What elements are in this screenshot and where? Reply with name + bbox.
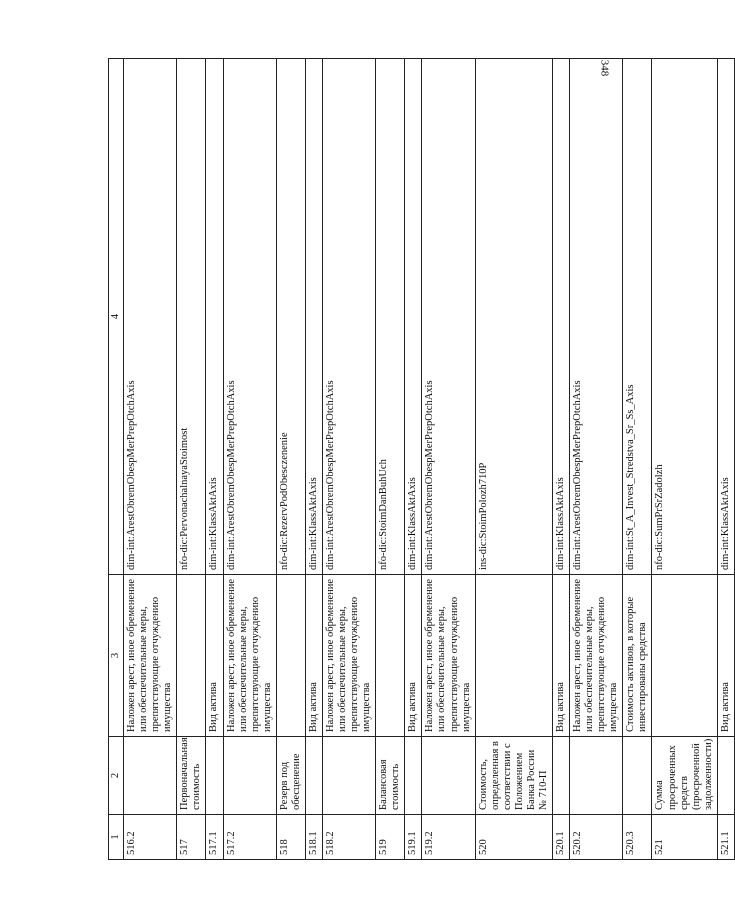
table-cell-c3 [652, 575, 717, 737]
table-cell-c3: Наложен арест, иное обременение или обеспечительные меры, препятствующие отчуждению имущества [570, 575, 623, 737]
table-row [124, 59, 177, 860]
table-cell-c1: 516.2 [124, 815, 177, 860]
table-row [475, 59, 552, 860]
data-table [108, 58, 735, 860]
table-cell-c2 [405, 737, 422, 815]
table-cell-c4: dim-int:KlassAktAxis [305, 59, 322, 575]
table-row [570, 59, 623, 860]
table-cell-c4: dim-int:ArestObremObespMerPrepOtchAxis [322, 59, 375, 575]
table-cell-c1: 517.1 [206, 815, 223, 860]
rotated-table-container [108, 58, 731, 860]
table-cell-c4: dim-int:ArestObremObespMerPrepOtchAxis [124, 59, 177, 575]
table-cell-c4: dim-int:ArestObremObespMerPrepOtchAxis [422, 59, 475, 575]
table-cell-c2 [223, 737, 276, 815]
table-row [322, 59, 375, 860]
table-cell-c2 [124, 737, 177, 815]
table-cell-c3: Наложен арест, иное обременение или обеспечительные меры, препятствующие отчуждению имущества [124, 575, 177, 737]
table-cell-c1: 521.1 [717, 815, 734, 860]
table-cell-c4: dim-int:ArestObremObespMerPrepOtchAxis [570, 59, 623, 575]
header-cell: 3 [109, 575, 124, 737]
table-cell-c2 [322, 737, 375, 815]
table-cell-c3 [376, 575, 405, 737]
table-cell-c4: dim-int:KlassAktAxis [405, 59, 422, 575]
table-cell-c4: dim-int:KlassAktAxis [717, 59, 734, 575]
table-cell-c3: Вид актива [206, 575, 223, 737]
table-cell-c1: 519.1 [405, 815, 422, 860]
table-cell-c1: 521 [652, 815, 717, 860]
table-cell-c4: dim-int:St_A_Invest_Stredstva_Sr_Ss_Axis [623, 59, 652, 575]
table-cell-c1: 519 [376, 815, 405, 860]
header-cell: 1 [109, 815, 124, 860]
table-row [177, 59, 206, 860]
table-cell-c2 [305, 737, 322, 815]
table-cell-c2 [553, 737, 570, 815]
table-cell-c3 [177, 575, 206, 737]
table-cell-c2: Стоимость, определенная в соответствии с Положением Банка России № 710-П [475, 737, 552, 815]
table-row [553, 59, 570, 860]
table-cell-c3: Вид актива [405, 575, 422, 737]
table-cell-c2 [422, 737, 475, 815]
table-cell-c1: 520.2 [570, 815, 623, 860]
table-cell-c2 [623, 737, 652, 815]
table-cell-c4: nfo-dic:StoimDanBuhUch [376, 59, 405, 575]
table-cell-c1: 520.3 [623, 815, 652, 860]
table-cell-c3 [475, 575, 552, 737]
table-cell-c3: Наложен арест, иное обременение или обеспечительные меры, препятствующие отчуждению имущества [223, 575, 276, 737]
table-row [223, 59, 276, 860]
table-cell-c2: Резерв под обесценение [276, 737, 305, 815]
table-cell-c3: Вид актива [717, 575, 734, 737]
table-cell-c1: 520.1 [553, 815, 570, 860]
table-cell-c4: dim-int:KlassAktAxis [206, 59, 223, 575]
table-cell-c2 [717, 737, 734, 815]
document-page [108, 58, 731, 860]
table-cell-c1: 520 [475, 815, 552, 860]
table-cell-c1: 519.2 [422, 815, 475, 860]
table-cell-c1: 518 [276, 815, 305, 860]
table-cell-c3: Стоимость активов, в которые инвестированы средства [623, 575, 652, 737]
table-cell-c4: nfo-dic:PervonachalnayaStoimost [177, 59, 206, 575]
table-cell-c4: ins-dic:StoimPolozh710P [475, 59, 552, 575]
table-cell-c3: Наложен арест, иное обременение или обеспечительные меры, препятствующие отчуждению имущества [422, 575, 475, 737]
table-row [422, 59, 475, 860]
table-row [623, 59, 652, 860]
page-number: 348 [597, 59, 610, 77]
table-cell-c4: nfo-dic:RezervPodObesczenenie [276, 59, 305, 575]
table-cell-c1: 517.2 [223, 815, 276, 860]
header-cell: 4 [109, 59, 124, 575]
table-cell-c1: 518.1 [305, 815, 322, 860]
table-cell-c2: Балансовая стоимость [376, 737, 405, 815]
table-row [376, 59, 405, 860]
table-cell-c3: Вид актива [305, 575, 322, 737]
table-cell-c3: Наложен арест, иное обременение или обеспечительные меры, препятствующие отчуждению имущества [322, 575, 375, 737]
table-row [717, 59, 734, 860]
table-header-row [109, 59, 124, 860]
table-row [206, 59, 223, 860]
table-cell-c4: nfo-dic:SumPrSrZadolzh [652, 59, 717, 575]
table-cell-c2: Сумма просроченных средств (просроченной задолженности) [652, 737, 717, 815]
table-row [405, 59, 422, 860]
table-cell-c2: Первоначальная стоимость [177, 737, 206, 815]
table-cell-c1: 517 [177, 815, 206, 860]
table-cell-c2 [570, 737, 623, 815]
table-cell-c3 [276, 575, 305, 737]
table-cell-c1: 518.2 [322, 815, 375, 860]
table-cell-c3: Вид актива [553, 575, 570, 737]
table-row [276, 59, 305, 860]
table-row [305, 59, 322, 860]
table-cell-c4: dim-int:ArestObremObespMerPrepOtchAxis [223, 59, 276, 575]
table-row [652, 59, 717, 860]
table-cell-c2 [206, 737, 223, 815]
table-cell-c4: dim-int:KlassAktAxis [553, 59, 570, 575]
header-cell: 2 [109, 737, 124, 815]
